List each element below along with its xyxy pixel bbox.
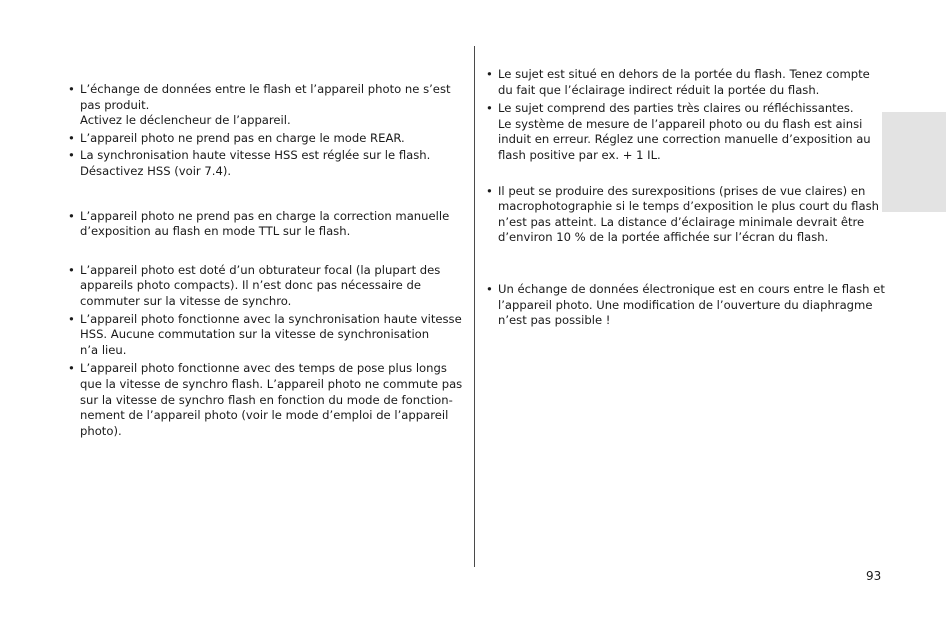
column-divider: [474, 46, 475, 567]
bullet-text-line: L’appareil photo est doté d’un obturateur focal (la plupart des: [80, 262, 441, 277]
bullet-text-line: L’appareil photo fonctionne avec des temps de pose plus longs: [80, 361, 447, 376]
bullet-text-line: l’appareil photo. Une modification de l’ouverture du diaphragme: [498, 297, 873, 312]
bullet-item: [68, 263, 463, 310]
bullet-text-line: L’appareil photo ne prend pas en charge la correction manuelle: [80, 208, 450, 223]
bullet-marker: •: [68, 82, 75, 96]
bullet-marker: •: [68, 262, 75, 277]
bullet-text-line: Activez le déclencheur de l’appareil.: [80, 113, 291, 128]
bullet-text-line: Désactivez HSS (voir 7.4).: [80, 163, 232, 178]
bullet-text-line: sur la vitesse de synchro flash en fonction du mode de fonction-: [80, 392, 453, 407]
bullet-text-line: d’environ 10 % de la portée affichée sur l’écran du flash.: [498, 230, 829, 245]
right-group-2: [486, 184, 880, 246]
bullet-item: [68, 131, 463, 147]
bullet-text-line: Le système de mesure de l’appareil photo ou du flash est ainsi: [498, 116, 863, 131]
bullet-marker: •: [68, 130, 75, 145]
bullet-text-line: que la vitesse de synchro flash. L’appareil photo ne commute pas: [80, 376, 463, 391]
bullet-item: [486, 101, 880, 163]
right-group-3: [486, 281, 885, 329]
bullet-text-line: HSS. Aucune commutation sur la vitesse de synchronisation: [80, 327, 430, 342]
left-group-2: [68, 209, 463, 240]
bullet-text-line: La synchronisation haute vitesse HSS est réglée sur le flash.: [80, 148, 431, 163]
bullet-marker: •: [486, 101, 493, 116]
bullet-text-line: du fait que l’éclairage indirect réduit la portée du flash.: [498, 82, 820, 97]
bullet-text-line: d’exposition au flash en mode TTL sur le flash.: [80, 224, 351, 239]
bullet-marker: •: [486, 281, 493, 296]
bullet-text-line: commuter sur la vitesse de synchro.: [80, 293, 292, 308]
bullet-text-line: L’appareil photo ne prend pas en charge le mode REAR.: [80, 130, 405, 145]
bullet-item: [68, 312, 463, 359]
bullet-item: [486, 184, 880, 246]
bullet-text-line: L’appareil photo fonctionne avec la synchronisation haute vitesse: [80, 311, 462, 326]
bullet-text-line: appareils photo compacts). Il n’est donc pas nécessaire de: [80, 278, 421, 293]
bullet-text-line: pas produit.: [80, 97, 150, 112]
bullet-marker: •: [68, 148, 75, 163]
bullet-item: [68, 148, 463, 179]
bullet-item: [68, 209, 463, 240]
bullet-marker: •: [486, 67, 493, 81]
bullet-item: [486, 281, 885, 329]
bullet-marker: •: [68, 208, 75, 223]
bullet-item: [68, 361, 463, 439]
right-column: [486, 67, 885, 329]
section-tab-marker: [882, 112, 946, 212]
bullet-item: [68, 82, 463, 129]
bullet-text-line: macrophotographie si le temps d’exposition le plus court du flash: [498, 199, 879, 214]
bullet-text-line: photo).: [80, 423, 122, 438]
bullet-text-line: flash positive par ex. + 1 IL.: [498, 147, 661, 162]
bullet-text-line: induit en erreur. Réglez une correction manuelle d’exposition au: [498, 132, 871, 147]
right-group-1: [486, 67, 880, 164]
bullet-marker: •: [486, 183, 493, 198]
bullet-item: [486, 67, 880, 98]
bullet-text-line: n’est pas possible !: [498, 313, 611, 328]
left-group-1: [68, 82, 463, 180]
bullet-marker: •: [68, 361, 75, 376]
bullet-text-line: Le sujet est situé en dehors de la portée du flash. Tenez compte: [498, 67, 870, 81]
left-column: [68, 82, 463, 439]
bullet-text-line: nement de l’appareil photo (voir le mode d’emploi de l’appareil: [80, 408, 449, 423]
left-group-3: [68, 263, 463, 440]
bullet-marker: •: [68, 311, 75, 326]
bullet-text-line: n’est pas atteint. La distance d’éclairage minimale devrait être: [498, 214, 865, 229]
bullet-text-line: Un échange de données électronique est en cours entre le flash et: [498, 281, 885, 296]
bullet-text-line: Le sujet comprend des parties très claires ou réfléchissantes.: [498, 101, 854, 116]
bullet-text-line: n’a lieu.: [80, 342, 127, 357]
page-number: 93: [866, 569, 882, 583]
bullet-text-line: Il peut se produire des surexpositions (prises de vue claires) en: [498, 183, 866, 198]
bullet-text-line: L’échange de données entre le flash et l’appareil photo ne s’est: [80, 82, 451, 96]
